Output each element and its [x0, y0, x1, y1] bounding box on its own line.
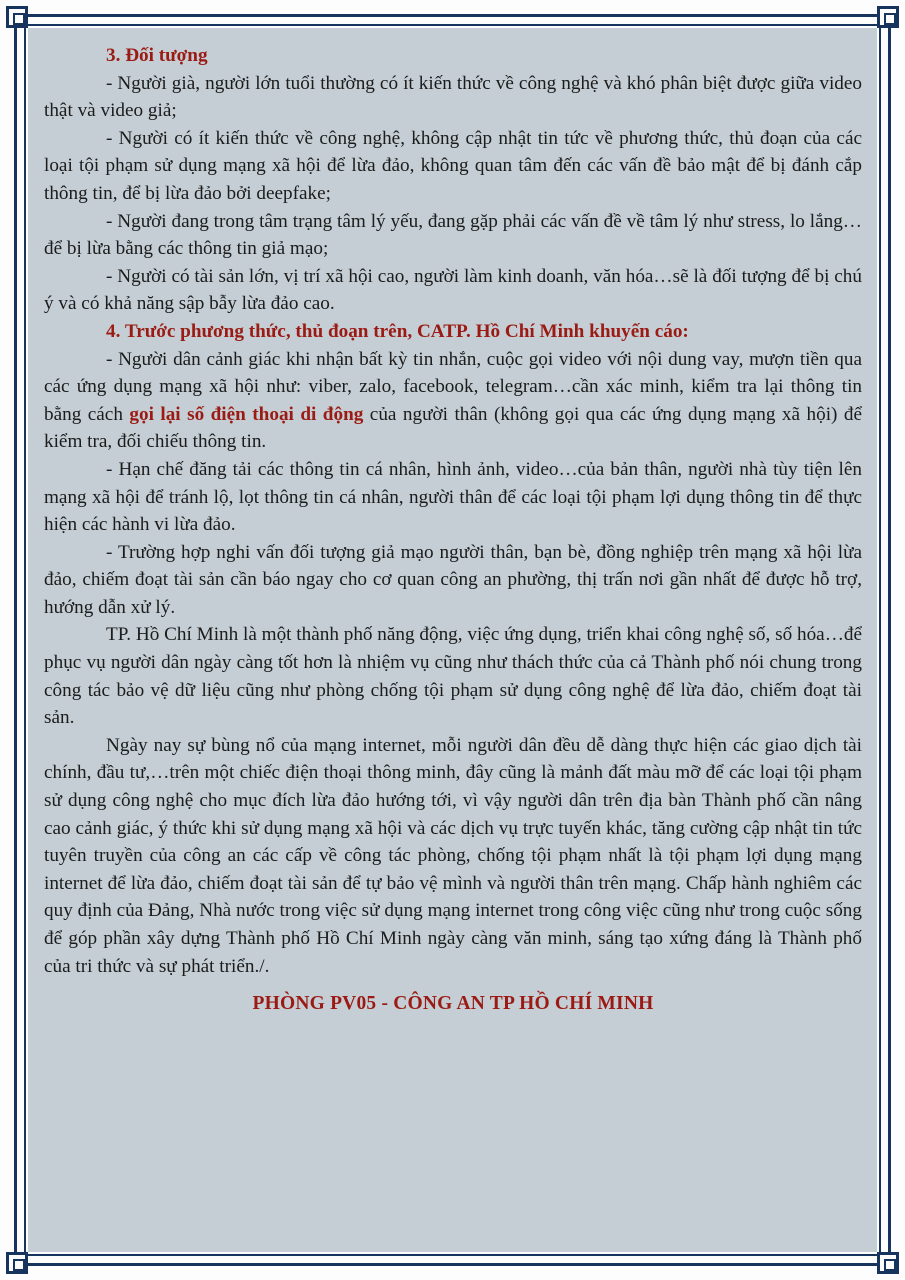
corner-ornament-bottom-left — [6, 1252, 28, 1274]
paragraph-city-overview: TP. Hồ Chí Minh là một thành phố năng động, việc ứng dụng, triển khai công nghệ số, số hóa…để phục vụ người dân ngày càng tốt hơn là nhiệm vụ cũng như thách thức của cả Thành phố nói chung trong công tác bảo vệ dữ liệu cũng như phòng chống tội phạm sử dụng công nghệ để lừa đảo, chiếm đoạt tài sản. — [44, 624, 862, 729]
document-body — [44, 42, 862, 1018]
section-4-item-1-text-before: - Người dân cảnh giác khi nhận bất kỳ tin nhắn, cuộc gọi video với nội dung vay, mượn tiền qua các ứng dụng mạng xã hội như: viber, zalo, facebook, telegram…cần xác minh, kiểm tra lại thông tin bằng cách — [44, 348, 862, 425]
section-3-item-3: - Người đang trong tâm trạng tâm lý yếu, đang gặp phải các vấn đề về tâm lý như stress, lo lắng…để bị lừa bằng các thông tin giả mạo; — [44, 210, 862, 260]
section-3-heading: 3. Đối tượng — [106, 45, 208, 66]
section-4-item-1 — [44, 346, 862, 456]
corner-ornament-top-right — [877, 6, 899, 28]
section-4-item-3: - Trường hợp nghi vấn đối tượng giả mạo người thân, bạn bè, đồng nghiệp trên mạng xã hội lừa đảo, chiếm đoạt tài sản cần báo ngay cho cơ quan công an phường, thị trấn nơi gần nhất để được hỗ trợ, hướng dẫn xử lý. — [44, 541, 862, 618]
section-4-heading: 4. Trước phương thức, thủ đoạn trên, CATP. Hồ Chí Minh khuyến cáo: — [106, 320, 689, 342]
section-4-item-1-highlight: gọi lại số điện thoại di động — [129, 403, 364, 425]
section-4-item-2: - Hạn chế đăng tải các thông tin cá nhân, hình ảnh, video…của bản thân, người nhà tùy tiện lên mạng xã hội để tránh lộ, lọt thông tin cá nhân, người thân để các loại tội phạm lợi dụng thông tin để thực hiện các hành vi lừa đảo. — [44, 458, 862, 536]
section-3-item-4: - Người có tài sản lớn, vị trí xã hội cao, người làm kinh doanh, văn hóa…sẽ là đối tượng để bị chú ý và có khả năng sập bẫy lừa đảo cao. — [44, 265, 862, 315]
corner-ornament-bottom-right — [877, 1252, 899, 1274]
section-4-item-1-text-after: của người thân (không gọi qua các ứng dụng mạng xã hội) để kiểm tra, đối chiếu thông tin. — [44, 403, 863, 453]
section-3-item-1: - Người già, người lớn tuổi thường có ít kiến thức về công nghệ và khó phân biệt được giữa video thật và video giả; — [44, 72, 862, 122]
signature: PHÒNG PV05 - CÔNG AN TP HỒ CHÍ MINH — [252, 993, 654, 1015]
corner-ornament-top-left — [6, 6, 28, 28]
section-3-item-2: - Người có ít kiến thức về công nghệ, không cập nhật tin tức về phương thức, thủ đoạn của các loại tội phạm sử dụng mạng xã hội để lừa đảo, không quan tâm đến các vấn đề bảo mật để bị đánh cắp thông tin, để bị lừa đảo bởi deepfake; — [44, 127, 862, 204]
paragraph-internet-advice: Ngày nay sự bùng nổ của mạng internet, mỗi người dân đều dễ dàng thực hiện các giao dịch tài chính, đầu tư,…trên một chiếc điện thoại thông minh, đây cũng là mảnh đất màu mỡ để các loại tội phạm sử dụng công nghệ cho mục đích lừa đảo hướng tới, vì vậy người dân trên địa bàn Thành phố cần nâng cao cảnh giác, ý thức khi sử dụng mạng xã hội và các dịch vụ trực tuyến khác, tăng cường cập nhật tin tức tuyên truyền của công an các cấp về công tác phòng, chống tội phạm nhất là tội phạm lợi dụng mạng internet để lừa đảo, chiếm đoạt tài sản để tự bảo vệ mình và người thân trên mạng. Chấp hành nghiêm các quy định của Đảng, Nhà nước trong việc sử dụng mạng internet trong công việc cũng như trong cuộc sống để góp phần xây dựng Thành phố Hồ Chí Minh ngày càng văn minh, sáng tạo xứng đáng là Thành phố của tri thức và sự phát triển./. — [44, 734, 862, 977]
